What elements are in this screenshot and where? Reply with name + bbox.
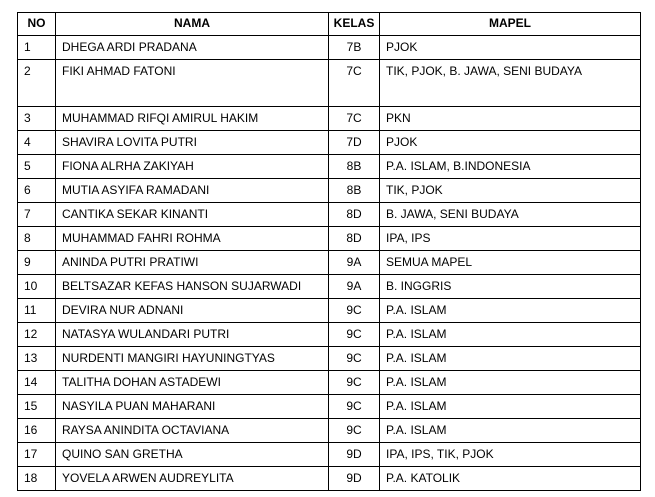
- cell-mapel: SEMUA MAPEL: [380, 251, 641, 275]
- student-table: [17, 12, 641, 491]
- cell-kelas: 8B: [329, 179, 380, 203]
- table-row: [18, 395, 641, 419]
- cell-kelas: 7C: [329, 107, 380, 131]
- cell-kelas: 9C: [329, 371, 380, 395]
- cell-nama: DHEGA ARDI PRADANA: [56, 36, 329, 60]
- cell-nama: FIONA ALRHA ZAKIYAH: [56, 155, 329, 179]
- cell-nama: MUHAMMAD FAHRI ROHMA: [56, 227, 329, 251]
- cell-nama: DEVIRA NUR ADNANI: [56, 299, 329, 323]
- table-row: [18, 443, 641, 467]
- cell-kelas: 7D: [329, 131, 380, 155]
- cell-no: 8: [18, 227, 56, 251]
- cell-mapel: IPA, IPS, TIK, PJOK: [380, 443, 641, 467]
- cell-mapel: P.A. ISLAM: [380, 395, 641, 419]
- cell-nama: NURDENTI MANGIRI HAYUNINGTYAS: [56, 347, 329, 371]
- cell-kelas: 9D: [329, 443, 380, 467]
- cell-no: 12: [18, 323, 56, 347]
- table-row: [18, 323, 641, 347]
- cell-mapel: IPA, IPS: [380, 227, 641, 251]
- cell-mapel: P.A. ISLAM: [380, 347, 641, 371]
- header-no: NO: [18, 13, 56, 36]
- table-row: [18, 179, 641, 203]
- table-row: [18, 227, 641, 251]
- cell-no: 1: [18, 36, 56, 60]
- cell-no: 7: [18, 203, 56, 227]
- table-row: [18, 419, 641, 443]
- cell-no: 9: [18, 251, 56, 275]
- cell-no: 10: [18, 275, 56, 299]
- table-row: [18, 275, 641, 299]
- cell-mapel: P.A. ISLAM: [380, 323, 641, 347]
- cell-mapel: PKN: [380, 107, 641, 131]
- cell-no: 2: [18, 60, 56, 107]
- cell-no: 15: [18, 395, 56, 419]
- cell-nama: TALITHA DOHAN ASTADEWI: [56, 371, 329, 395]
- cell-nama: QUINO SAN GRETHA: [56, 443, 329, 467]
- table-row: [18, 107, 641, 131]
- table-row: [18, 347, 641, 371]
- cell-kelas: 8B: [329, 155, 380, 179]
- table-row: [18, 155, 641, 179]
- cell-no: 16: [18, 419, 56, 443]
- cell-kelas: 7C: [329, 60, 380, 107]
- cell-nama: NASYILA PUAN MAHARANI: [56, 395, 329, 419]
- cell-nama: MUTIA ASYIFA RAMADANI: [56, 179, 329, 203]
- cell-kelas: 9C: [329, 299, 380, 323]
- cell-no: 18: [18, 467, 56, 491]
- cell-nama: MUHAMMAD RIFQI AMIRUL HAKIM: [56, 107, 329, 131]
- cell-nama: YOVELA ARWEN AUDREYLITA: [56, 467, 329, 491]
- cell-kelas: 9C: [329, 419, 380, 443]
- cell-kelas: 9C: [329, 395, 380, 419]
- table-row: [18, 371, 641, 395]
- cell-no: 6: [18, 179, 56, 203]
- table-body: [18, 36, 641, 491]
- cell-no: 3: [18, 107, 56, 131]
- cell-nama: NATASYA WULANDARI PUTRI: [56, 323, 329, 347]
- cell-kelas: 8D: [329, 203, 380, 227]
- table-row: [18, 467, 641, 491]
- cell-kelas: 7B: [329, 36, 380, 60]
- cell-no: 17: [18, 443, 56, 467]
- cell-kelas: 9C: [329, 323, 380, 347]
- header-kelas: KELAS: [329, 13, 380, 36]
- table-header-row: [18, 13, 641, 36]
- table-row: [18, 131, 641, 155]
- cell-no: 5: [18, 155, 56, 179]
- table-row: [18, 36, 641, 60]
- header-nama: NAMA: [56, 13, 329, 36]
- cell-no: 13: [18, 347, 56, 371]
- cell-kelas: 9D: [329, 467, 380, 491]
- cell-kelas: 9A: [329, 275, 380, 299]
- cell-nama: FIKI AHMAD FATONI: [56, 60, 329, 107]
- header-mapel: MAPEL: [380, 13, 641, 36]
- table-row: [18, 203, 641, 227]
- cell-mapel: P.A. ISLAM, B.INDONESIA: [380, 155, 641, 179]
- cell-mapel: P.A. KATOLIK: [380, 467, 641, 491]
- student-table-container: [17, 12, 641, 491]
- cell-kelas: 9A: [329, 251, 380, 275]
- cell-kelas: 9C: [329, 347, 380, 371]
- cell-mapel: PJOK: [380, 36, 641, 60]
- cell-kelas: 8D: [329, 227, 380, 251]
- cell-nama: BELTSAZAR KEFAS HANSON SUJARWADI: [56, 275, 329, 299]
- cell-no: 14: [18, 371, 56, 395]
- table-row: [18, 251, 641, 275]
- table-row: [18, 299, 641, 323]
- cell-no: 11: [18, 299, 56, 323]
- cell-mapel: P.A. ISLAM: [380, 299, 641, 323]
- cell-mapel: TIK, PJOK, B. JAWA, SENI BUDAYA: [380, 60, 641, 107]
- cell-mapel: B. INGGRIS: [380, 275, 641, 299]
- cell-nama: RAYSA ANINDITA OCTAVIANA: [56, 419, 329, 443]
- cell-no: 4: [18, 131, 56, 155]
- cell-mapel: P.A. ISLAM: [380, 371, 641, 395]
- cell-nama: ANINDA PUTRI PRATIWI: [56, 251, 329, 275]
- cell-mapel: PJOK: [380, 131, 641, 155]
- table-row: [18, 60, 641, 107]
- cell-nama: CANTIKA SEKAR KINANTI: [56, 203, 329, 227]
- cell-mapel: TIK, PJOK: [380, 179, 641, 203]
- cell-nama: SHAVIRA LOVITA PUTRI: [56, 131, 329, 155]
- cell-mapel: P.A. ISLAM: [380, 419, 641, 443]
- cell-mapel: B. JAWA, SENI BUDAYA: [380, 203, 641, 227]
